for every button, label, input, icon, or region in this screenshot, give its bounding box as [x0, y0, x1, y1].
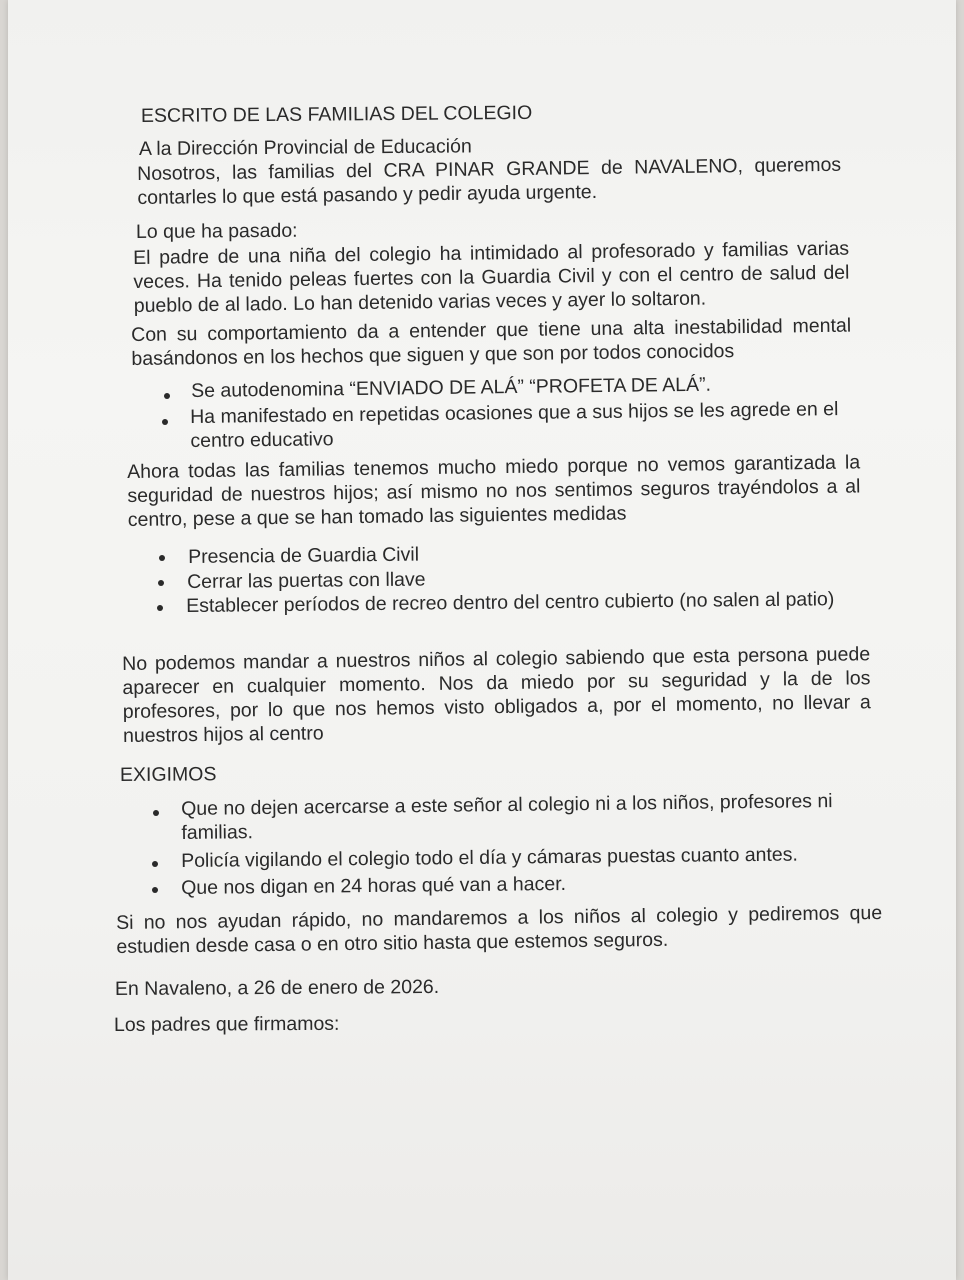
bullet-dot	[164, 393, 170, 399]
signature-area	[110, 1060, 870, 1260]
section-heading: Lo que ha pasado:	[135, 219, 298, 243]
intro-paragraph: Nosotros, las familias del CRA PINAR GRANDE de NAVALENO, queremos contarles lo que está pasando y pedir ayuda urgente.	[137, 153, 842, 209]
document-title: ESCRITO DE LAS FAMILIAS DEL COLEGIO	[140, 101, 533, 127]
bullet-dot	[152, 887, 158, 893]
demands-heading: EXIGIMOS	[119, 763, 217, 786]
list-item-measure: Presencia de Guardia Civil	[188, 543, 420, 568]
list-item-demand: Que no dejen acercarse a este señor al colegio ni a los niños, profesores ni familias.	[181, 790, 833, 844]
paragraph-incident: El padre de una niña del colegio ha intimidado al profesorado y familias varias veces. Ha tenido peleas fuertes con la Guardia Civil y con el centro de salud del pueblo de al lado. Lo han detenido varias veces y ayer lo soltaron.	[133, 237, 850, 317]
bullet-dot	[158, 580, 164, 586]
bullet-dot	[152, 861, 158, 867]
bullet-dot	[159, 555, 165, 561]
paragraph-warning: Si no nos ayudan rápido, no mandaremos a los niños al colegio y pediremos que estudien desde casa o en otro sitio hasta que estemos seguros.	[116, 901, 883, 958]
paragraph-fear: Ahora todas las familias tenemos mucho miedo porque no vemos garantizada la seguridad de nuestros hijos; así mismo no nos sentimos seguros trayéndolos a al centro, pese a que se han tomado las siguientes medidas	[127, 451, 861, 531]
list-item-fact: Ha manifestado en repetidas ocasiones que a sus hijos se les agrede en el centro educativo	[190, 398, 839, 452]
list-item-measure: Cerrar las puertas con llave	[187, 568, 426, 593]
place-date: En Navaleno, a 26 de enero de 2026.	[114, 976, 440, 1000]
bullet-dot	[153, 810, 159, 816]
paragraph-behaviour: Con su comportamiento da a entender que tiene una alta inestabilidad mental basándonos en los hechos que siguen y que son por todos conocidos	[131, 314, 852, 370]
list-item-demand: Que nos digan en 24 horas qué van a hacer.	[181, 872, 567, 899]
list-item-demand: Policía vigilando el colegio todo el día y cámaras puestas cuanto antes.	[181, 843, 799, 872]
list-item-measure: Establecer períodos de recreo dentro del centro cubierto (no salen al patio)	[186, 588, 835, 617]
bullet-dot	[157, 605, 163, 611]
bullet-dot	[162, 419, 168, 425]
addressee: A la Dirección Provincial de Educación	[138, 135, 472, 160]
signatories-label: Los padres que firmamos:	[113, 1012, 340, 1036]
paragraph-decision: No podemos mandar a nuestros niños al colegio sabiendo que esta persona puede aparecer en cualquier momento. Nos da miedo por su seguridad y la de los profesores, por lo que nos hemos visto obligados a, por el momento, no llevar a nuestros hijos al centro	[122, 643, 871, 747]
list-item-fact: Se autodenomina “ENVIADO DE ALÁ” “PROFETA DE ALÁ”.	[191, 373, 712, 402]
